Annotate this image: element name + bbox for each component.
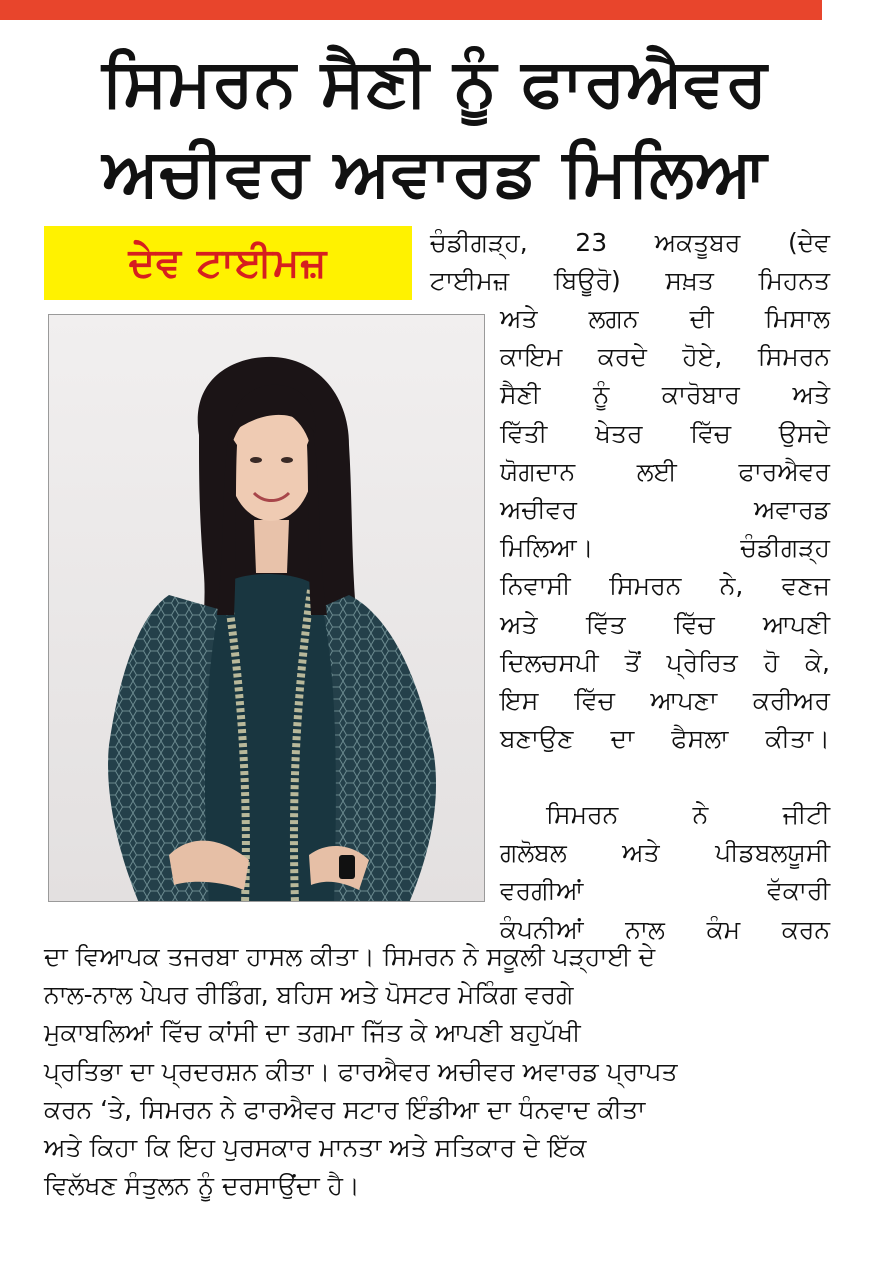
article-line: ਮੁਕਾਬਲਿਆਂ ਵਿੱਚ ਕਾਂਸੀ ਦਾ ਤਗਮਾ ਜਿੱਤ ਕੇ ਆਪਣੀ ਬਹੁਪੱਖੀ: [44, 1018, 581, 1048]
article-line: ਗਲੋਬਲ ਅਤੇ ਪੀਡਬਲਯੂਸੀ: [500, 838, 830, 868]
source-badge: [44, 226, 412, 300]
article-line: ਵਿੱਤੀ ਖੇਤਰ ਵਿੱਚ ਉਸਦੇ: [500, 418, 830, 448]
article-line: ਕੰਪਨੀਆਂ ਨਾਲ ਕੰਮ ਕਰਨ: [500, 914, 830, 944]
article-line: ਨਿਵਾਸੀ ਸਿਮਰਨ ਨੇ, ਵਣਜ: [500, 571, 830, 601]
portrait-photo: [48, 314, 485, 902]
article-line: ਸਿਮਰਨ ਨੇ ਜੀਟੀ: [546, 800, 830, 829]
article-line: ਕਾਇਮ ਕਰਦੇ ਹੋਏ, ਸਿਮਰਨ: [500, 342, 830, 372]
top-bar-gap: [822, 0, 869, 20]
article-para1-top: [430, 224, 830, 300]
top-accent-bar: [0, 0, 822, 20]
article-line: ਅਤੇ ਵਿੱਤ ਵਿੱਚ ਆਪਣੀ: [500, 609, 830, 639]
article-line: ਬਣਾਉਣ ਦਾ ਫੈਸਲਾ ਕੀਤਾ।: [500, 724, 830, 754]
source-badge-label: ਦੇਵ ਟਾਈਮਜ਼: [128, 240, 328, 286]
article-para2-side: [500, 796, 830, 949]
article-line: ਸੈਣੀ ਨੂੰ ਕਾਰੋਬਾਰ ਅਤੇ: [500, 380, 830, 410]
portrait-photo-illustration: [49, 315, 485, 902]
headline-line-2: ਅਚੀਵਰ ਅਵਾਰਡ ਮਿਲਿਆ: [102, 134, 768, 211]
article-line: ਨਾਲ-ਨਾਲ ਪੇਪਰ ਰੀਡਿੰਗ, ਬਹਿਸ ਅਤੇ ਪੋਸਟਰ ਮੇਕਿੰਗ ਵਰਗੇ: [44, 980, 574, 1010]
article-line: ਅਤੇ ਲਗਨ ਦੀ ਮਿਸਾਲ: [500, 304, 830, 333]
article-line: ਇਸ ਵਿੱਚ ਆਪਣਾ ਕਰੀਅਰ: [500, 686, 830, 716]
article-line: ਅਤੇ ਕਿਹਾ ਕਿ ਇਹ ਪੁਰਸਕਾਰ ਮਾਨਤਾ ਅਤੇ ਸਤਿਕਾਰ ਦੇ ਇੱਕ: [44, 1133, 587, 1163]
article-line: ਯੋਗਦਾਨ ਲਈ ਫਾਰਐਵਰ: [500, 456, 830, 486]
headline: [30, 38, 840, 218]
article-line: ਮਿਲਿਆ। ਚੰਡੀਗੜ੍ਹ: [500, 533, 830, 563]
article-line: ਚੰਡੀਗੜ੍ਹ, 23 ਅਕਤੂਬਰ (ਦੇਵ: [430, 228, 830, 257]
article-line: ਪ੍ਰਤਿਭਾ ਦਾ ਪ੍ਰਦਰਸ਼ਨ ਕੀਤਾ। ਫਾਰਐਵਰ ਅਚੀਵਰ ਅਵਾਰਡ ਪ੍ਰਾਪਤ: [44, 1056, 678, 1086]
article-line: ਅਚੀਵਰ ਅਵਾਰਡ: [500, 495, 830, 525]
article-line: ਕਰਨ ‘ਤੇ, ਸਿਮਰਨ ਨੇ ਫਾਰਐਵਰ ਸਟਾਰ ਇੰਡੀਆ ਦਾ ਧੰਨਵਾਦ ਕੀਤਾ: [44, 1094, 646, 1124]
headline-line-1: ਸਿਮਰਨ ਸੈਣੀ ਨੂੰ ਫਾਰਐਵਰ: [101, 44, 769, 121]
article-line: ਦਿਲਚਸਪੀ ਤੋਂ ਪ੍ਰੇਰਿਤ ਹੋ ਕੇ,: [500, 647, 830, 677]
article-line: ਵਿਲੱਖਣ ਸੰਤੁਲਨ ਨੂੰ ਦਰਸਾਉਂਦਾ ਹੈ।: [44, 1171, 360, 1201]
article-line: ਵਰਗੀਆਂ ਵੱਕਾਰੀ: [500, 876, 830, 906]
article-para1-side: [500, 300, 830, 758]
article-line: ਦਾ ਵਿਆਪਕ ਤਜਰਬਾ ਹਾਸਲ ਕੀਤਾ। ਸਿਮਰਨ ਨੇ ਸਕੂਲੀ ਪੜ੍ਹਾਈ ਦੇ: [44, 942, 656, 971]
article-line: ਟਾਈਮਜ਼ ਬਿਊਰੋ) ਸਖ਼ਤ ਮਿਹਨਤ: [430, 266, 830, 296]
article-para2-full: [44, 938, 830, 1205]
